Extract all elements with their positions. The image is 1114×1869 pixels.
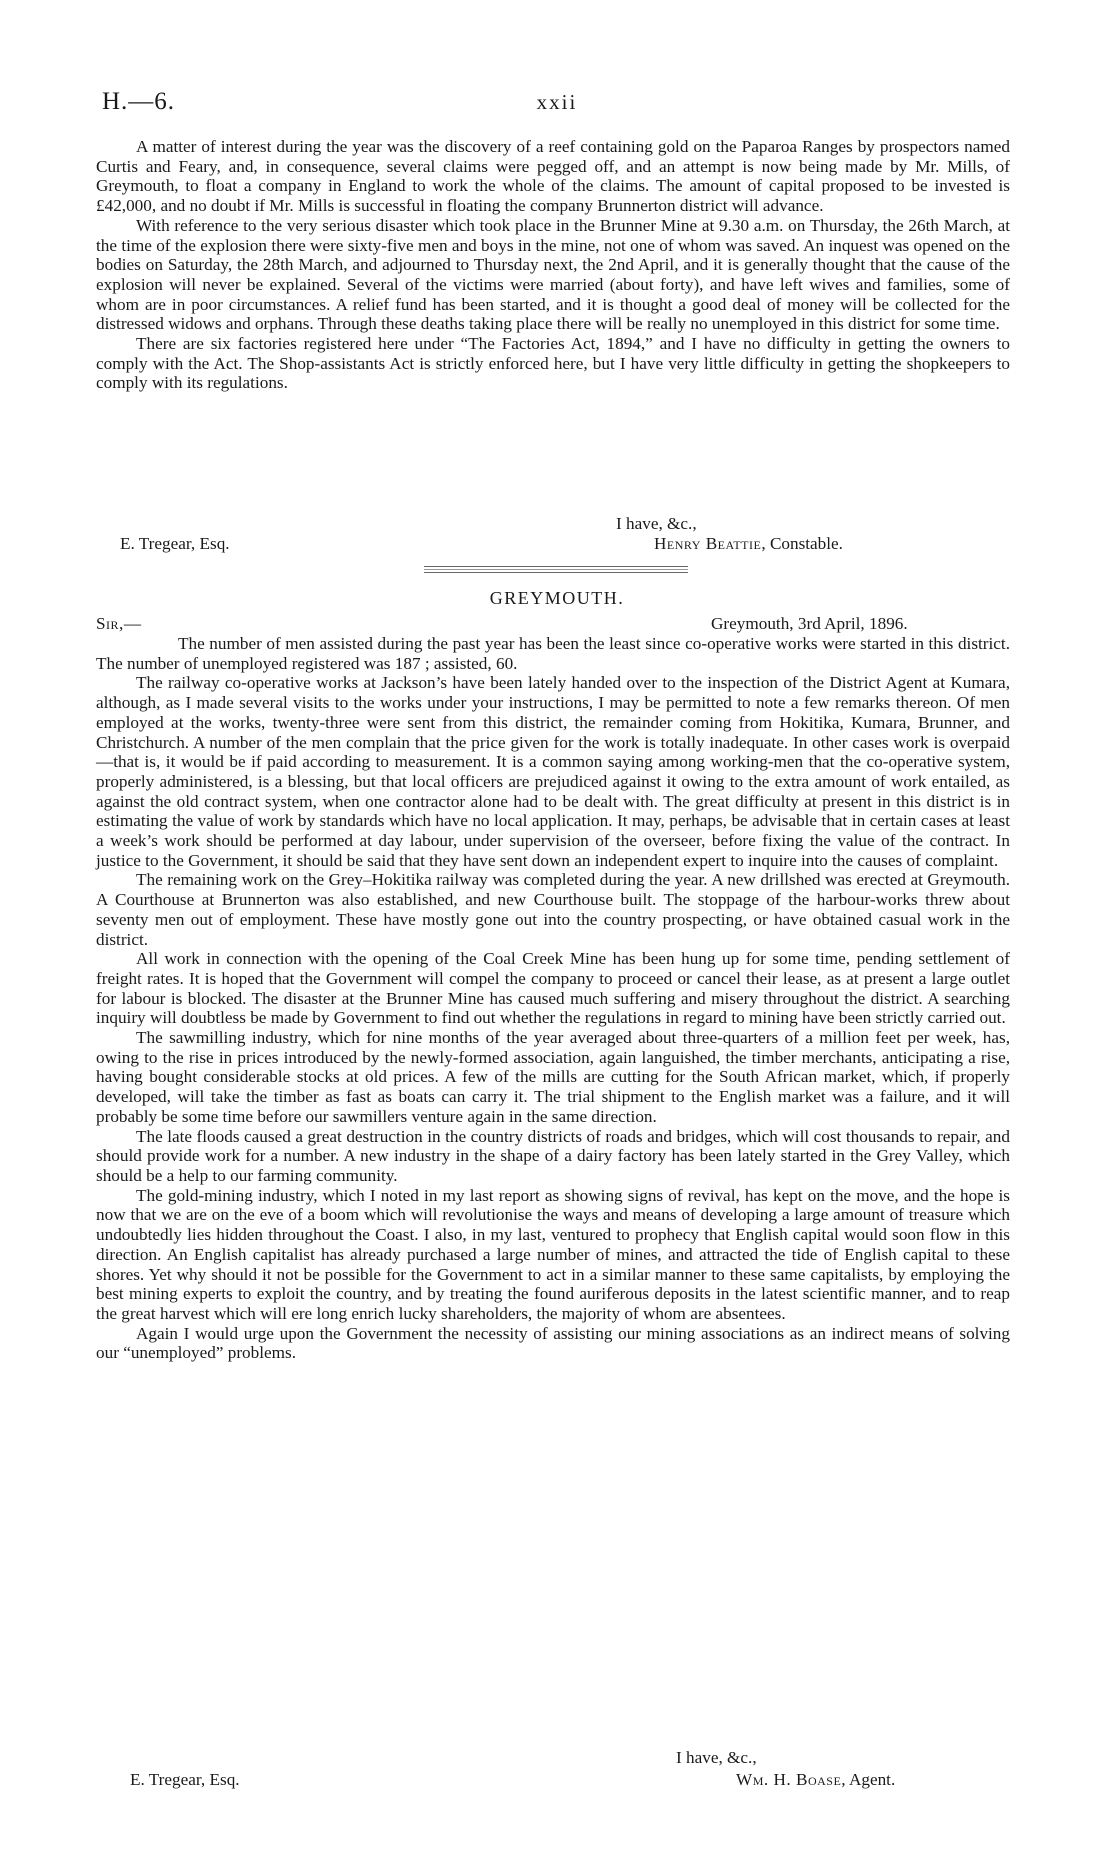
brunner-report [96,137,1010,393]
page-number: xxii [536,90,578,114]
paragraph: The sawmilling industry, which for nine months of the year averaged about three-quarters of a million feet per week, has, owing to the rise in prices introduced by the newly-formed association, again languished, the timber merchants, anticipating a rise, having bought considerable stocks at old prices. A few of the mills are cutting for the South African market, which, if properly developed, will take the timber as fast as boats can carry it. The trial shipment to the English market was a failure, and it will probably be some time before our sawmillers venture again in the same direction. [96,1028,1010,1126]
greymouth-signoff [96,1748,1010,1790]
section-divider [424,566,688,573]
place-date: Greymouth, 3rd April, 1896. [711,614,908,633]
paper-reference: H.—6. [102,88,176,115]
addressee: E. Tregear, Esq. [120,534,230,553]
section-title: GREYMOUTH. [489,588,625,608]
paragraph: The remaining work on the Grey–Hokitika railway was completed during the year. A new drillshed was erected at Greymouth. A Courthouse at Brunnerton was also established, and new Courthouse built. The stoppage of the harbour-works threw about seventy men out of employment. These have mostly gone out into the country prospecting, or have obtained casual work in the district. [96,870,1010,949]
salutation-line [96,614,1010,634]
paragraph: Again I would urge upon the Government the necessity of assisting our mining associations as an indirect means of solving our “unemployed” problems. [96,1323,1010,1363]
salutation: Sir,— [96,614,142,633]
signature [654,534,843,554]
greymouth-report [96,634,1010,1363]
paragraph: The railway co-operative works at Jackson’s have been lately handed over to the inspection of the District Agent at Kumara, although, as I made several visits to the works under your instructions, I may be permitted to note a few remarks thereon. Of men employed at the works, twenty-three were sent from this district, the remainder coming from Hokitika, Kumara, Brunner, and Christchurch. A number of the men complain that the price given for the work is totally inadequate. In other cases work is overpaid—that is, it would be if paid according to measurement. It is a common saying among working-men that the co-operative system, properly administered, is a blessing, but that local officers are prejudiced against it owing to the extra amount of work entailed, as against the old contract system, when one contractor alone had to be dealt with. The great difficulty at present in this district is in estimating the value of work by standards which have no local application. It may, perhaps, be advisable that in certain cases at least a week’s work should be performed at day labour, under supervision of the overseer, before fixing the value of the contract. In justice to the Government, it should be said that they have sent down an independent expert to inquire into the causes of complaint. [96,673,1010,870]
signature-title: , Agent. [841,1770,896,1789]
addressee: E. Tregear, Esq. [130,1770,240,1789]
paragraph: There are six factories registered here under “The Factories Act, 1894,” and I have no difficulty in getting the owners to comply with the Act. The Shop-assistants Act is strictly enforced here, but I have very little difficulty in getting the shopkeepers to comply with its regulations. [96,334,1010,393]
brunner-signoff [96,514,1010,554]
signature-name: Henry Beattie [654,534,762,553]
page-header [102,88,1012,118]
signature-title: , Constable. [761,534,843,553]
closing-text: I have, &c., [616,514,697,533]
paragraph: All work in connection with the opening of the Coal Creek Mine has been hung up for some time, pending settlement of freight rates. It is hoped that the Government will compel the company to proceed or cancel their lease, as at present a large outlet for labour is blocked. The disaster at the Brunner Mine has caused much suffering and misery throughout the district. A searching inquiry will doubtless be made by Government to find out whether the regulations in regard to mining have been strictly carried out. [96,949,1010,1028]
closing-line [96,514,1010,534]
paragraph: The gold-mining industry, which I noted in my last report as showing signs of revival, has kept on the move, and the hope is now that we are on the eve of a boom which will revolutionise the ways and means of developing a large amount of treasure which undoubtedly lies hidden throughout the Coast. I also, in my last, ventured to prophecy that English capital would soon flow in this direction. An English capitalist has already purchased a large number of mines, and attracted the tide of English capital to these shores. Yet why should it not be possible for the Government to act in a similar manner to these same capitalists, by employing the best mining experts to exploit the country, and by treating the found auriferous deposits in the latest scientific manner, and to reap the great harvest which will ere long enrich lucky shareholders, the majority of whom are absentees. [96,1185,1010,1323]
signature-line [96,1770,1010,1790]
paragraph: The number of men assisted during the past year has been the least since co-operative works were started in this district. The number of unemployed registered was 187 ; assisted, 60. [96,634,1010,673]
signature-name: Wm. H. Boase [736,1770,842,1789]
paragraph: A matter of interest during the year was the discovery of a reef containing gold on the Paparoa Ranges by prospectors named Curtis and Feary, and, in consequence, several claims were pegged off, and an attempt is now being made by Mr. Mills, of Greymouth, to float a company in England to work the whole of the claims. The amount of capital proposed to be invested is £42,000, and no doubt if Mr. Mills is successful in floating the company Brunnerton district will advance. [96,137,1010,216]
greymouth-salutation [96,614,1010,634]
paragraph: With reference to the very serious disaster which took place in the Brunner Mine at 9.30 a.m. on Thursday, the 26th March, at the time of the explosion there were sixty-five men and boys in the mine, not one of whom was saved. An inquest was opened on the bodies on Saturday, the 28th March, and adjourned to Thursday next, the 2nd April, and it is generally thought that the cause of the explosion will never be explained. Several of the victims were married (about forty), and have left wives and families, some of whom are in poor circumstances. A relief fund has been started, and it is thought a good deal of money will be collected for the distressed widows and orphans. Through these deaths taking place there will be really no unemployed in this district for some time. [96,215,1010,334]
signature [736,1770,895,1790]
paragraph: The late floods caused a great destruction in the country districts of roads and bridges, which will cost thousands to repair, and should provide work for a number. A new industry in the shape of a dairy factory has been lately started in the Grey Valley, which should be a help to our farming community. [96,1126,1010,1185]
signature-line [96,534,1010,554]
closing-text: I have, &c., [676,1748,757,1767]
closing-line [96,1748,1010,1768]
